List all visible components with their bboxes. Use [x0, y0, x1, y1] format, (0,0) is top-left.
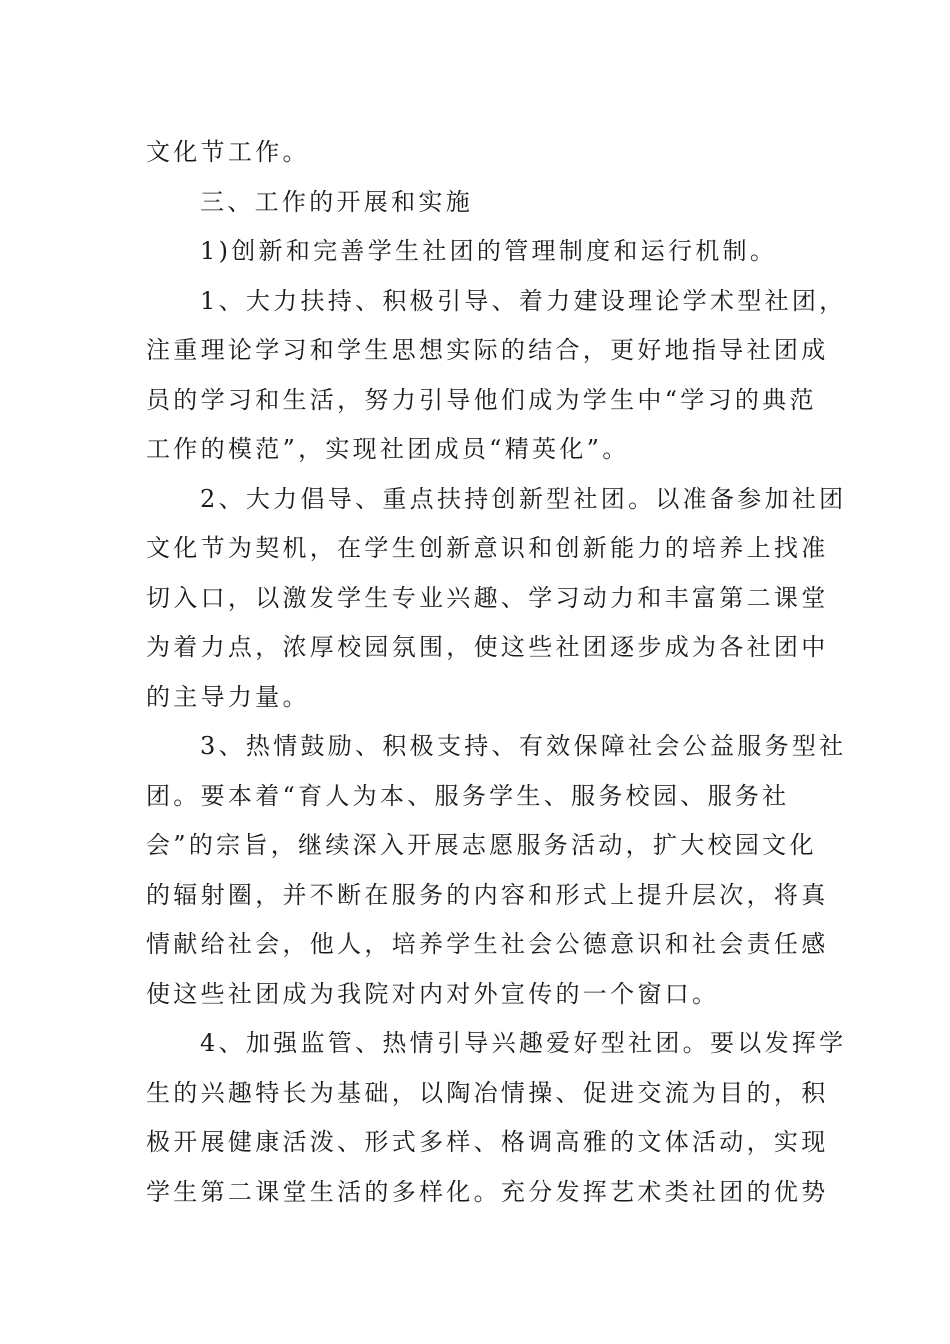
- text-line: 学生第二课堂生活的多样化。充分发挥艺术类社团的优势: [146, 1177, 829, 1206]
- text-line: 三、工作的开展和实施: [200, 187, 473, 216]
- text-line: 的主导力量。: [146, 682, 310, 711]
- text-line: 为着力点，浓厚校园氛围，使这些社团逐步成为各社团中: [146, 633, 829, 661]
- text-line: 2、大力倡导、重点扶持创新型社团。以准备参加社团: [200, 484, 847, 513]
- text-line: 文化节工作。: [146, 138, 310, 166]
- text-line: 文化节为契机，在学生创新意识和创新能力的培养上找准: [146, 534, 829, 562]
- text-line: 切入口，以激发学生专业兴趣、学习动力和丰富第二课堂: [146, 583, 829, 612]
- text-line: 1)创新和完善学生社团的管理制度和运行机制。: [200, 237, 778, 265]
- text-line: 使这些社团成为我院对内对外宣传的一个窗口。: [146, 979, 720, 1008]
- text-line: 1、大力扶持、积极引导、着力建设理论学术型社团，: [200, 286, 847, 315]
- text-line: 注重理论学习和学生思想实际的结合，更好地指导社团成: [146, 336, 829, 364]
- text-line: 4、加强监管、热情引导兴趣爱好型社团。要以发挥学: [200, 1029, 847, 1057]
- text-line: 会”的宗旨，继续深入开展志愿服务活动，扩大校园文化: [146, 831, 817, 859]
- text-line: 生的兴趣特长为基础，以陶冶情操、促进交流为目的，积: [146, 1078, 829, 1107]
- document-body: [146, 128, 847, 1217]
- text-line: 团。要本着“育人为本、服务学生、服务校园、服务社: [146, 781, 790, 810]
- text-line: 3、热情鼓励、积极支持、有效保障社会公益服务型社: [200, 732, 847, 760]
- text-line: 员的学习和生活，努力引导他们成为学生中“学习的典范: [146, 385, 817, 414]
- text-line: 的辐射圈，并不断在服务的内容和形式上提升层次，将真: [146, 880, 829, 909]
- text-line: 极开展健康活泼、形式多样、格调高雅的文体活动，实现: [146, 1128, 829, 1156]
- text-line: 工作的模范”，实现社团成员“精英化”。: [146, 435, 630, 463]
- text-line: 情献给社会，他人，培养学生社会公德意识和社会责任感: [146, 930, 829, 958]
